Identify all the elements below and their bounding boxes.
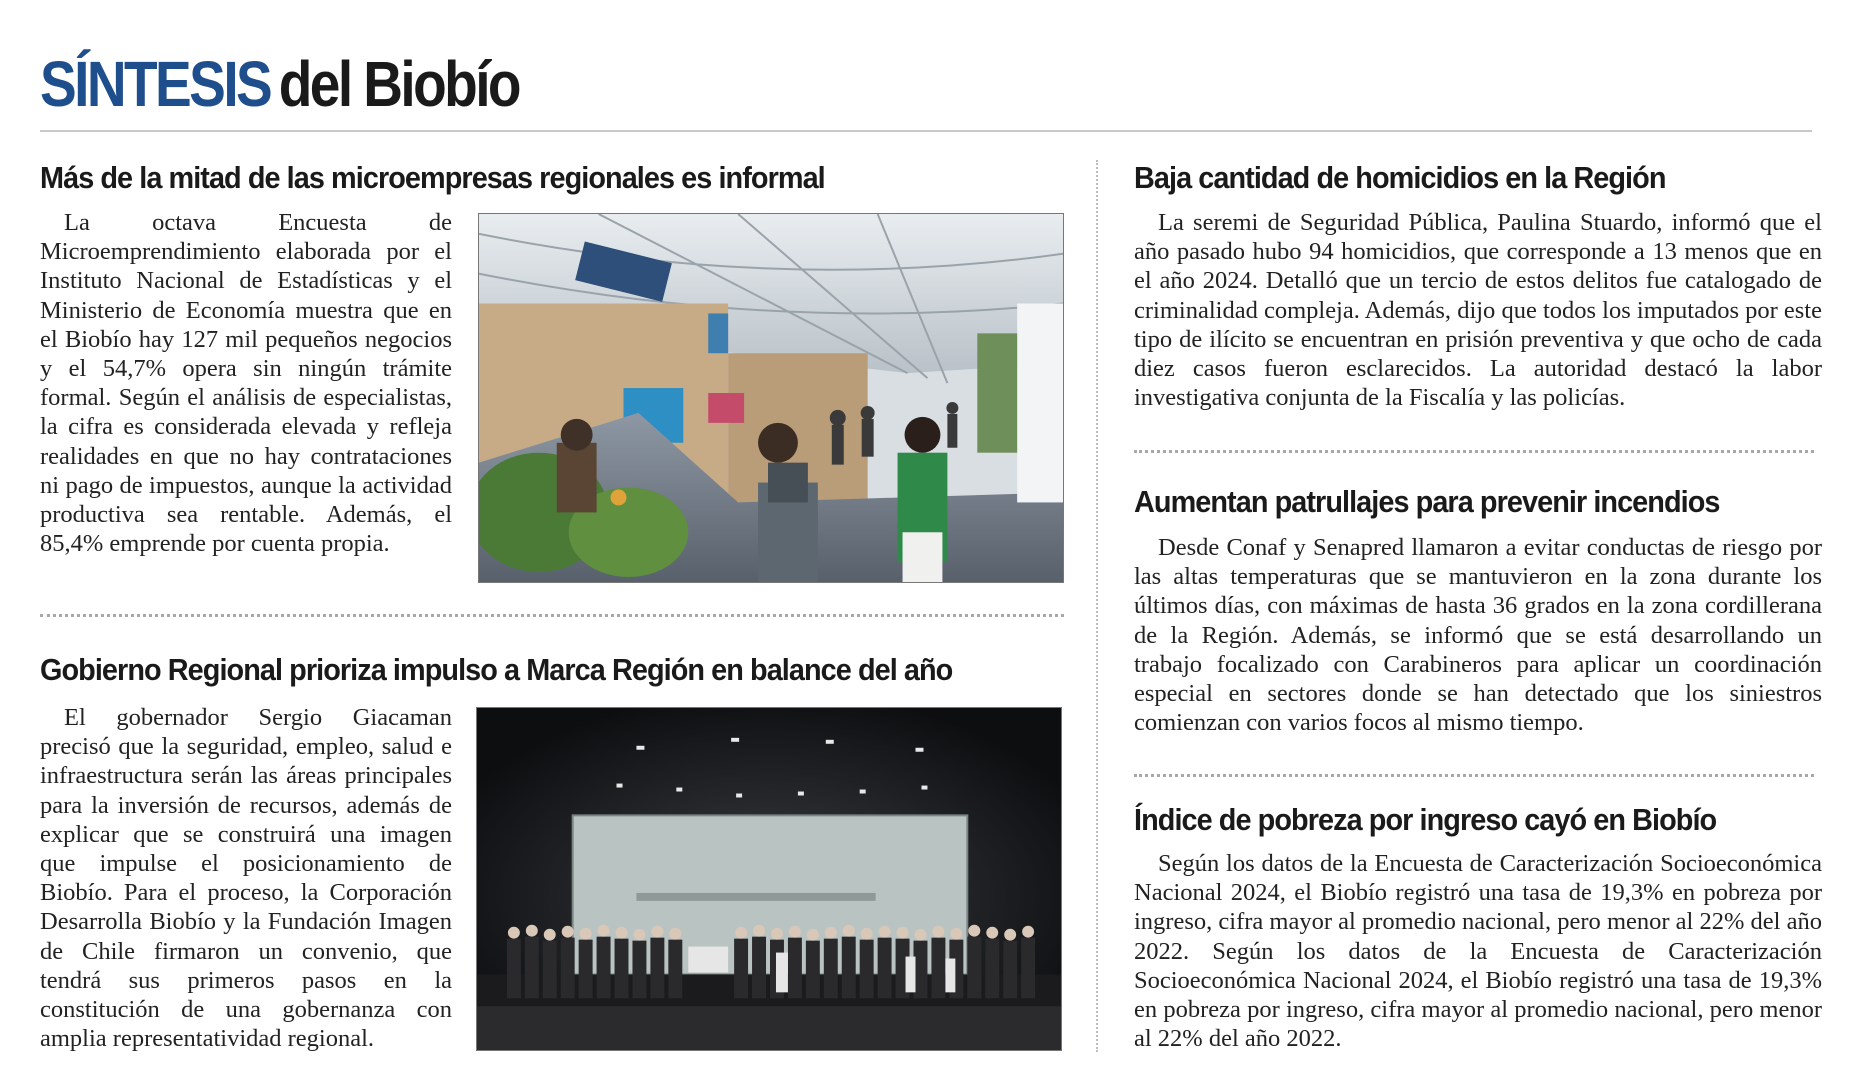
story-body: Según los datos de la Encuesta de Caracterización Socioeconómica Nacional 2024, el Biobío registró una tasa de 19,3% en pobreza por ingreso, cifra mayor al promedio nacional, pero menor al 22% del año 2022. Según los datos de la Encuesta de Caracterización Socioeconómica Nacional 2024, el Biobío registró una tasa de 19,3% en pobreza por ingreso, cifra mayor al promedio nacional, pero menor al 22% del año 2022.	[1134, 850, 1822, 1053]
story-headline: Baja cantidad de homicidios en la Región	[1134, 160, 1666, 195]
story-homicidios	[1134, 158, 1814, 198]
story-incendios	[1134, 482, 1814, 522]
story-separator	[1134, 450, 1814, 453]
story-body: El gobernador Sergio Giacaman precisó que la seguridad, empleo, salud e infraestructura serán las áreas principales para la inversión de recursos, además de explicar que se construirá una imagen que impulse el posicionamiento de Biobío. Para el proceso, la Corporación Desarrolla Biobío y la Fundación Imagen de Chile firmaron un convenio, que tendrá sus primeros pasos en la constitución de una gobernanza con amplia representatividad regional.	[40, 704, 452, 1053]
story-headline: Índice de pobreza por ingreso cayó en Biobío	[1134, 802, 1717, 837]
story-gobierno	[40, 650, 1080, 690]
story-microempresas	[40, 158, 1070, 198]
story-pobreza-body	[1134, 849, 1822, 1053]
story-headline: Gobierno Regional prioriza impulso a Marca Región en balance del año	[40, 652, 953, 687]
story-microempresas-body	[40, 208, 452, 558]
title-accent: SÍNTESIS	[40, 48, 271, 120]
story-pobreza	[1134, 800, 1814, 840]
stage-group-photo-icon	[476, 707, 1062, 1051]
story-body: La seremi de Seguridad Pública, Paulina Stuardo, informó que el año pasado hubo 94 homicidios, que corresponde a 13 menos que en el año 2024. Detalló que un tercio de estos delitos fue catalogado de criminalidad compleja. Además, dijo que todos los imputados por este tipo de ilícito se encuentran en prisión preventiva y que ocho de cada diez casos fueron esclarecidos. La autoridad destacó la labor investigativa conjunta de la Fiscalía y las policías.	[1134, 209, 1822, 412]
title-rest: del Biobío	[278, 48, 519, 120]
story-headline: Aumentan patrullajes para prevenir incendios	[1134, 484, 1720, 519]
story-incendios-body	[1134, 533, 1822, 737]
story-body: Desde Conaf y Senapred llamaron a evitar conductas de riesgo por las altas temperaturas que se mantuvieron en la zona durante los últimos días, con máximas de hasta 36 grados en la zona cordillerana de la Región. Además, se informó que se está desarrollando un trabajo focalizado con Carabineros para aplicar un coordinación especial en sectores donde se han detectado que los siniestros comienzan con varios focos al mismo tiempo.	[1134, 534, 1822, 737]
page-title	[40, 44, 519, 124]
story-gobierno-body	[40, 703, 452, 1053]
market-tent-photo-icon	[478, 213, 1064, 583]
column-divider	[1096, 160, 1098, 1052]
story-body: La octava Encuesta de Microemprendimiento elaborada por el Instituto Nacional de Estadísticas y el Ministerio de Economía muestra que en el Biobío hay 127 mil pequeños negocios y el 54,7% opera sin ningún trámite formal. Según el análisis de especialistas, la cifra es considerada elevada y refleja realidades en que no hay contrataciones ni pago de impuestos, aunque la actividad productiva sea rentable. Además, el 85,4% emprende por cuenta propia.	[40, 209, 452, 558]
story-homicidios-body	[1134, 208, 1822, 412]
story-separator	[1134, 774, 1814, 777]
story-separator	[40, 614, 1064, 617]
story-headline: Más de la mitad de las microempresas regionales es informal	[40, 160, 825, 195]
masthead-rule	[40, 130, 1812, 132]
